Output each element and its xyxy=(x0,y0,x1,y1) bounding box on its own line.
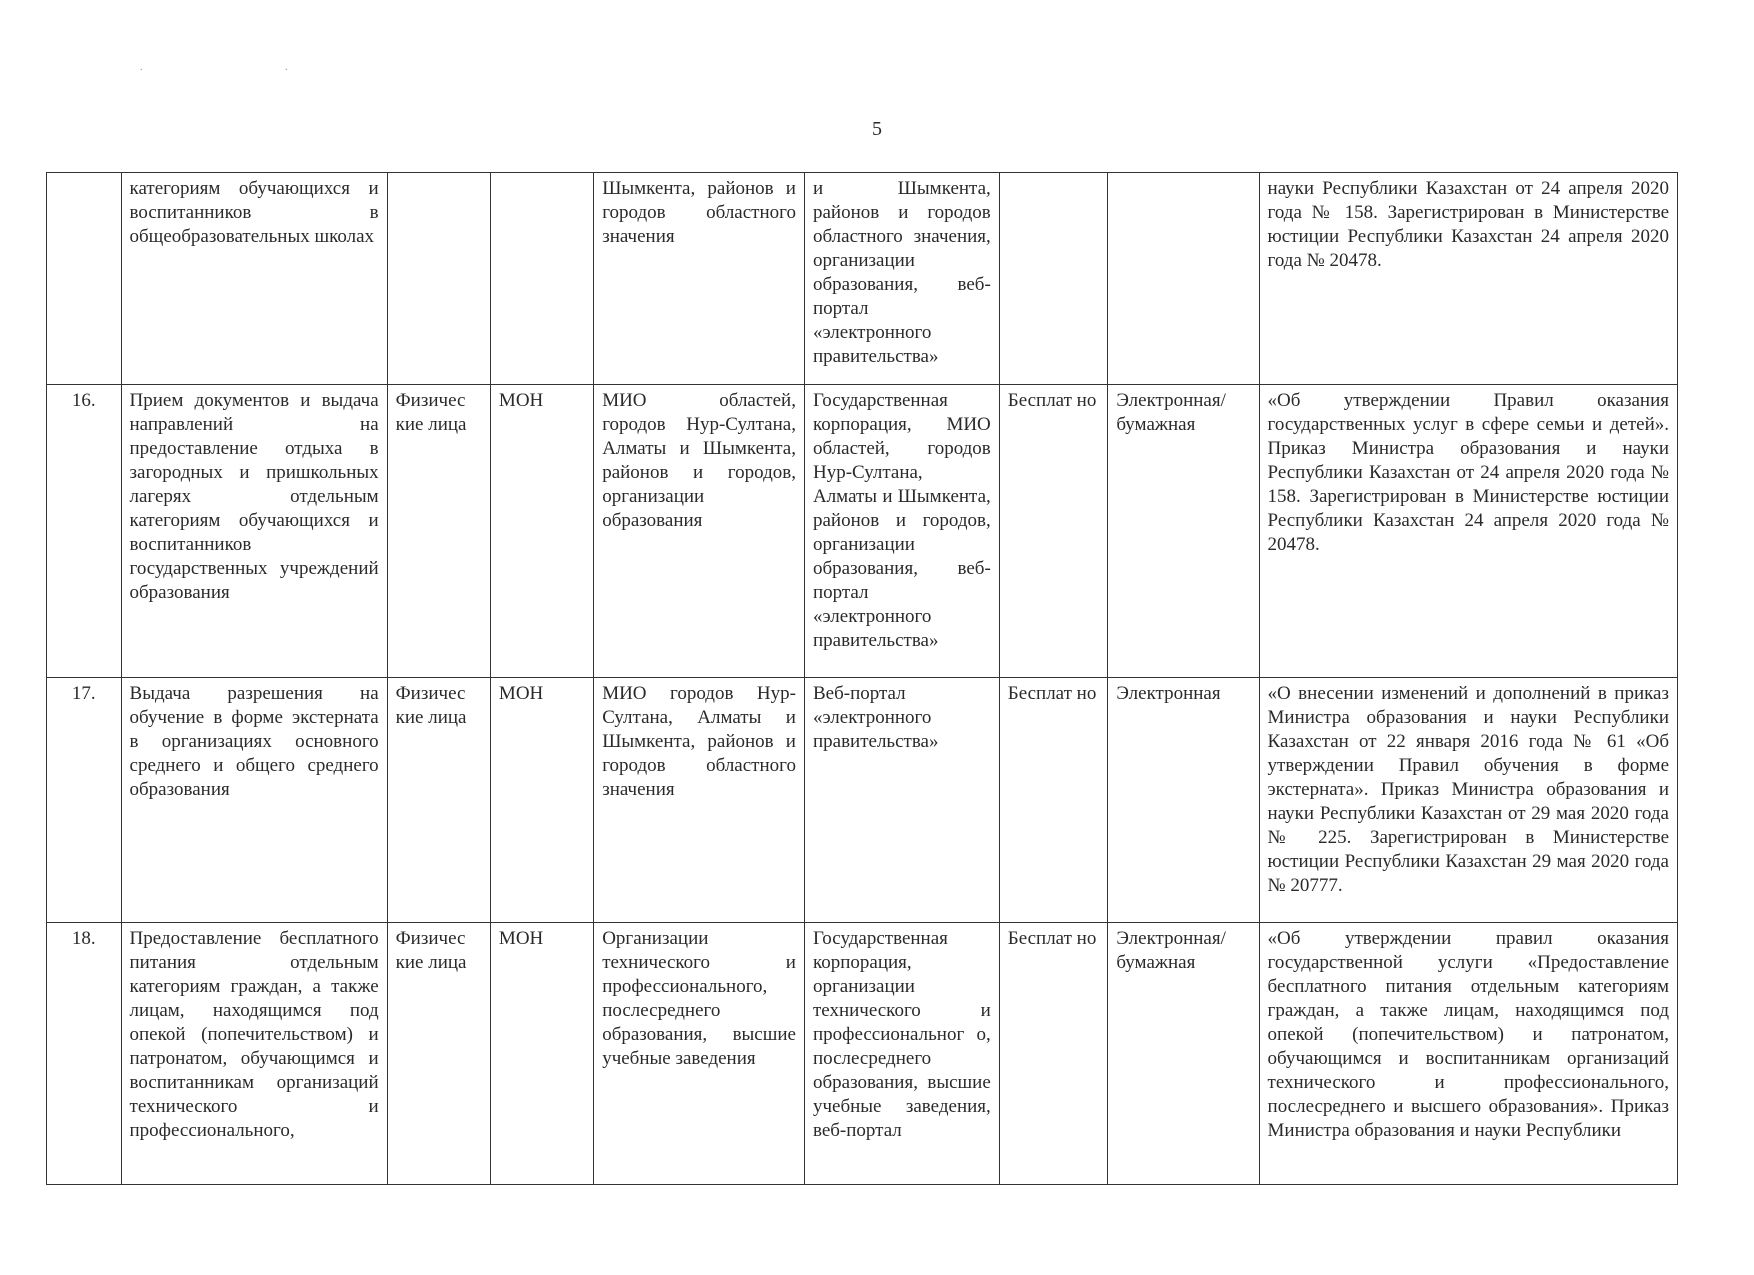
service-form: Электронная/ бумажная xyxy=(1108,385,1259,678)
services-table xyxy=(46,172,1678,1185)
service-acceptance: Государственная корпорация, МИО областей, городов Нур-Султана, Алматы и Шымкента, районов и городов, организации образования, веб-портал «электронного правительства» xyxy=(804,385,999,678)
service-form: Электронная xyxy=(1108,678,1259,923)
service-recipients: Физичес кие лица xyxy=(387,678,490,923)
table-row xyxy=(47,385,1678,678)
service-legal-basis: «О внесении изменений и дополнений в приказ Министра образования и науки Республики Казахстан от 22 января 2016 года № 61 «Об утверждении Правил обучения в форме экстерната». Приказ Министра образования и науки Республики Казахстан от 29 мая 2020 года № 225. Зарегистрирован в Министерстве юстиции Республики Казахстан 29 мая 2020 года № 20777. xyxy=(1259,678,1677,923)
service-acceptance: Государственная корпорация, организации технического и профессиональног о, послесреднего образования, высшие учебные заведения, веб-портал xyxy=(804,923,999,1185)
row-number xyxy=(47,173,122,385)
table-row xyxy=(47,173,1678,385)
service-cost: Бесплат но xyxy=(999,678,1108,923)
table-row xyxy=(47,678,1678,923)
row-number: 16. xyxy=(47,385,122,678)
page-number: 5 xyxy=(872,118,882,140)
service-legal-basis: «Об утверждении правил оказания государственной услуги «Предоставление бесплатного питания отдельным категориям граждан, а также лицам, находящимся под опекой (попечительством) и патронатом, обучающимся и воспитанникам организаций технического и профессионального, послесреднего и высшего образования». Приказ Министра образования и науки Республики xyxy=(1259,923,1677,1185)
row-number: 17. xyxy=(47,678,122,923)
scan-specks: . . xyxy=(140,62,358,73)
service-ministry: МОН xyxy=(490,385,593,678)
service-ministry: МОН xyxy=(490,678,593,923)
service-legal-basis: «Об утверждении Правил оказания государственных услуг в сфере семьи и детей». Приказ Министра образования и науки Республики Казахстан от 24 апреля 2020 года № 158. Зарегистрирован в Министерстве юстиции Республики Казахстан 24 апреля 2020 года № 20478. xyxy=(1259,385,1677,678)
service-name: Прием документов и выдача направлений на предоставление отдыха в загородных и пришкольных лагерях отдельным категориям обучающихся и воспитанников государственных учреждений образования xyxy=(121,385,387,678)
service-cost: Бесплат но xyxy=(999,923,1108,1185)
service-form xyxy=(1108,173,1259,385)
service-recipients xyxy=(387,173,490,385)
row-number: 18. xyxy=(47,923,122,1185)
service-provider: МИО городов Нур-Султана, Алматы и Шымкента, районов и городов областного значения xyxy=(594,678,805,923)
service-recipients: Физичес кие лица xyxy=(387,385,490,678)
service-form: Электронная/ бумажная xyxy=(1108,923,1259,1185)
service-acceptance: Веб-портал «электронного правительства» xyxy=(804,678,999,923)
table-row xyxy=(47,923,1678,1185)
service-acceptance: и Шымкента, районов и городов областного значения, организации образования, веб-портал «электронного правительства» xyxy=(804,173,999,385)
service-name: Предоставление бесплатного питания отдельным категориям граждан, а также лицам, находящимся под опекой (попечительством) и патронатом, обучающимся и воспитанникам организаций технического и профессионального, xyxy=(121,923,387,1185)
service-name: категориям обучающихся и воспитанников в общеобразовательных школах xyxy=(121,173,387,385)
service-provider: МИО областей, городов Нур-Султана, Алматы и Шымкента, районов и городов, организации образования xyxy=(594,385,805,678)
service-provider: Организации технического и профессионального, послесреднего образования, высшие учебные заведения xyxy=(594,923,805,1185)
service-cost xyxy=(999,173,1108,385)
service-provider: Шымкента, районов и городов областного значения xyxy=(594,173,805,385)
service-name: Выдача разрешения на обучение в форме экстерната в организациях основного среднего и общего среднего образования xyxy=(121,678,387,923)
service-recipients: Физичес кие лица xyxy=(387,923,490,1185)
service-cost: Бесплат но xyxy=(999,385,1108,678)
service-legal-basis: науки Республики Казахстан от 24 апреля 2020 года № 158. Зарегистрирован в Министерстве юстиции Республики Казахстан 24 апреля 2020 года № 20478. xyxy=(1259,173,1677,385)
service-ministry: МОН xyxy=(490,923,593,1185)
service-ministry xyxy=(490,173,593,385)
